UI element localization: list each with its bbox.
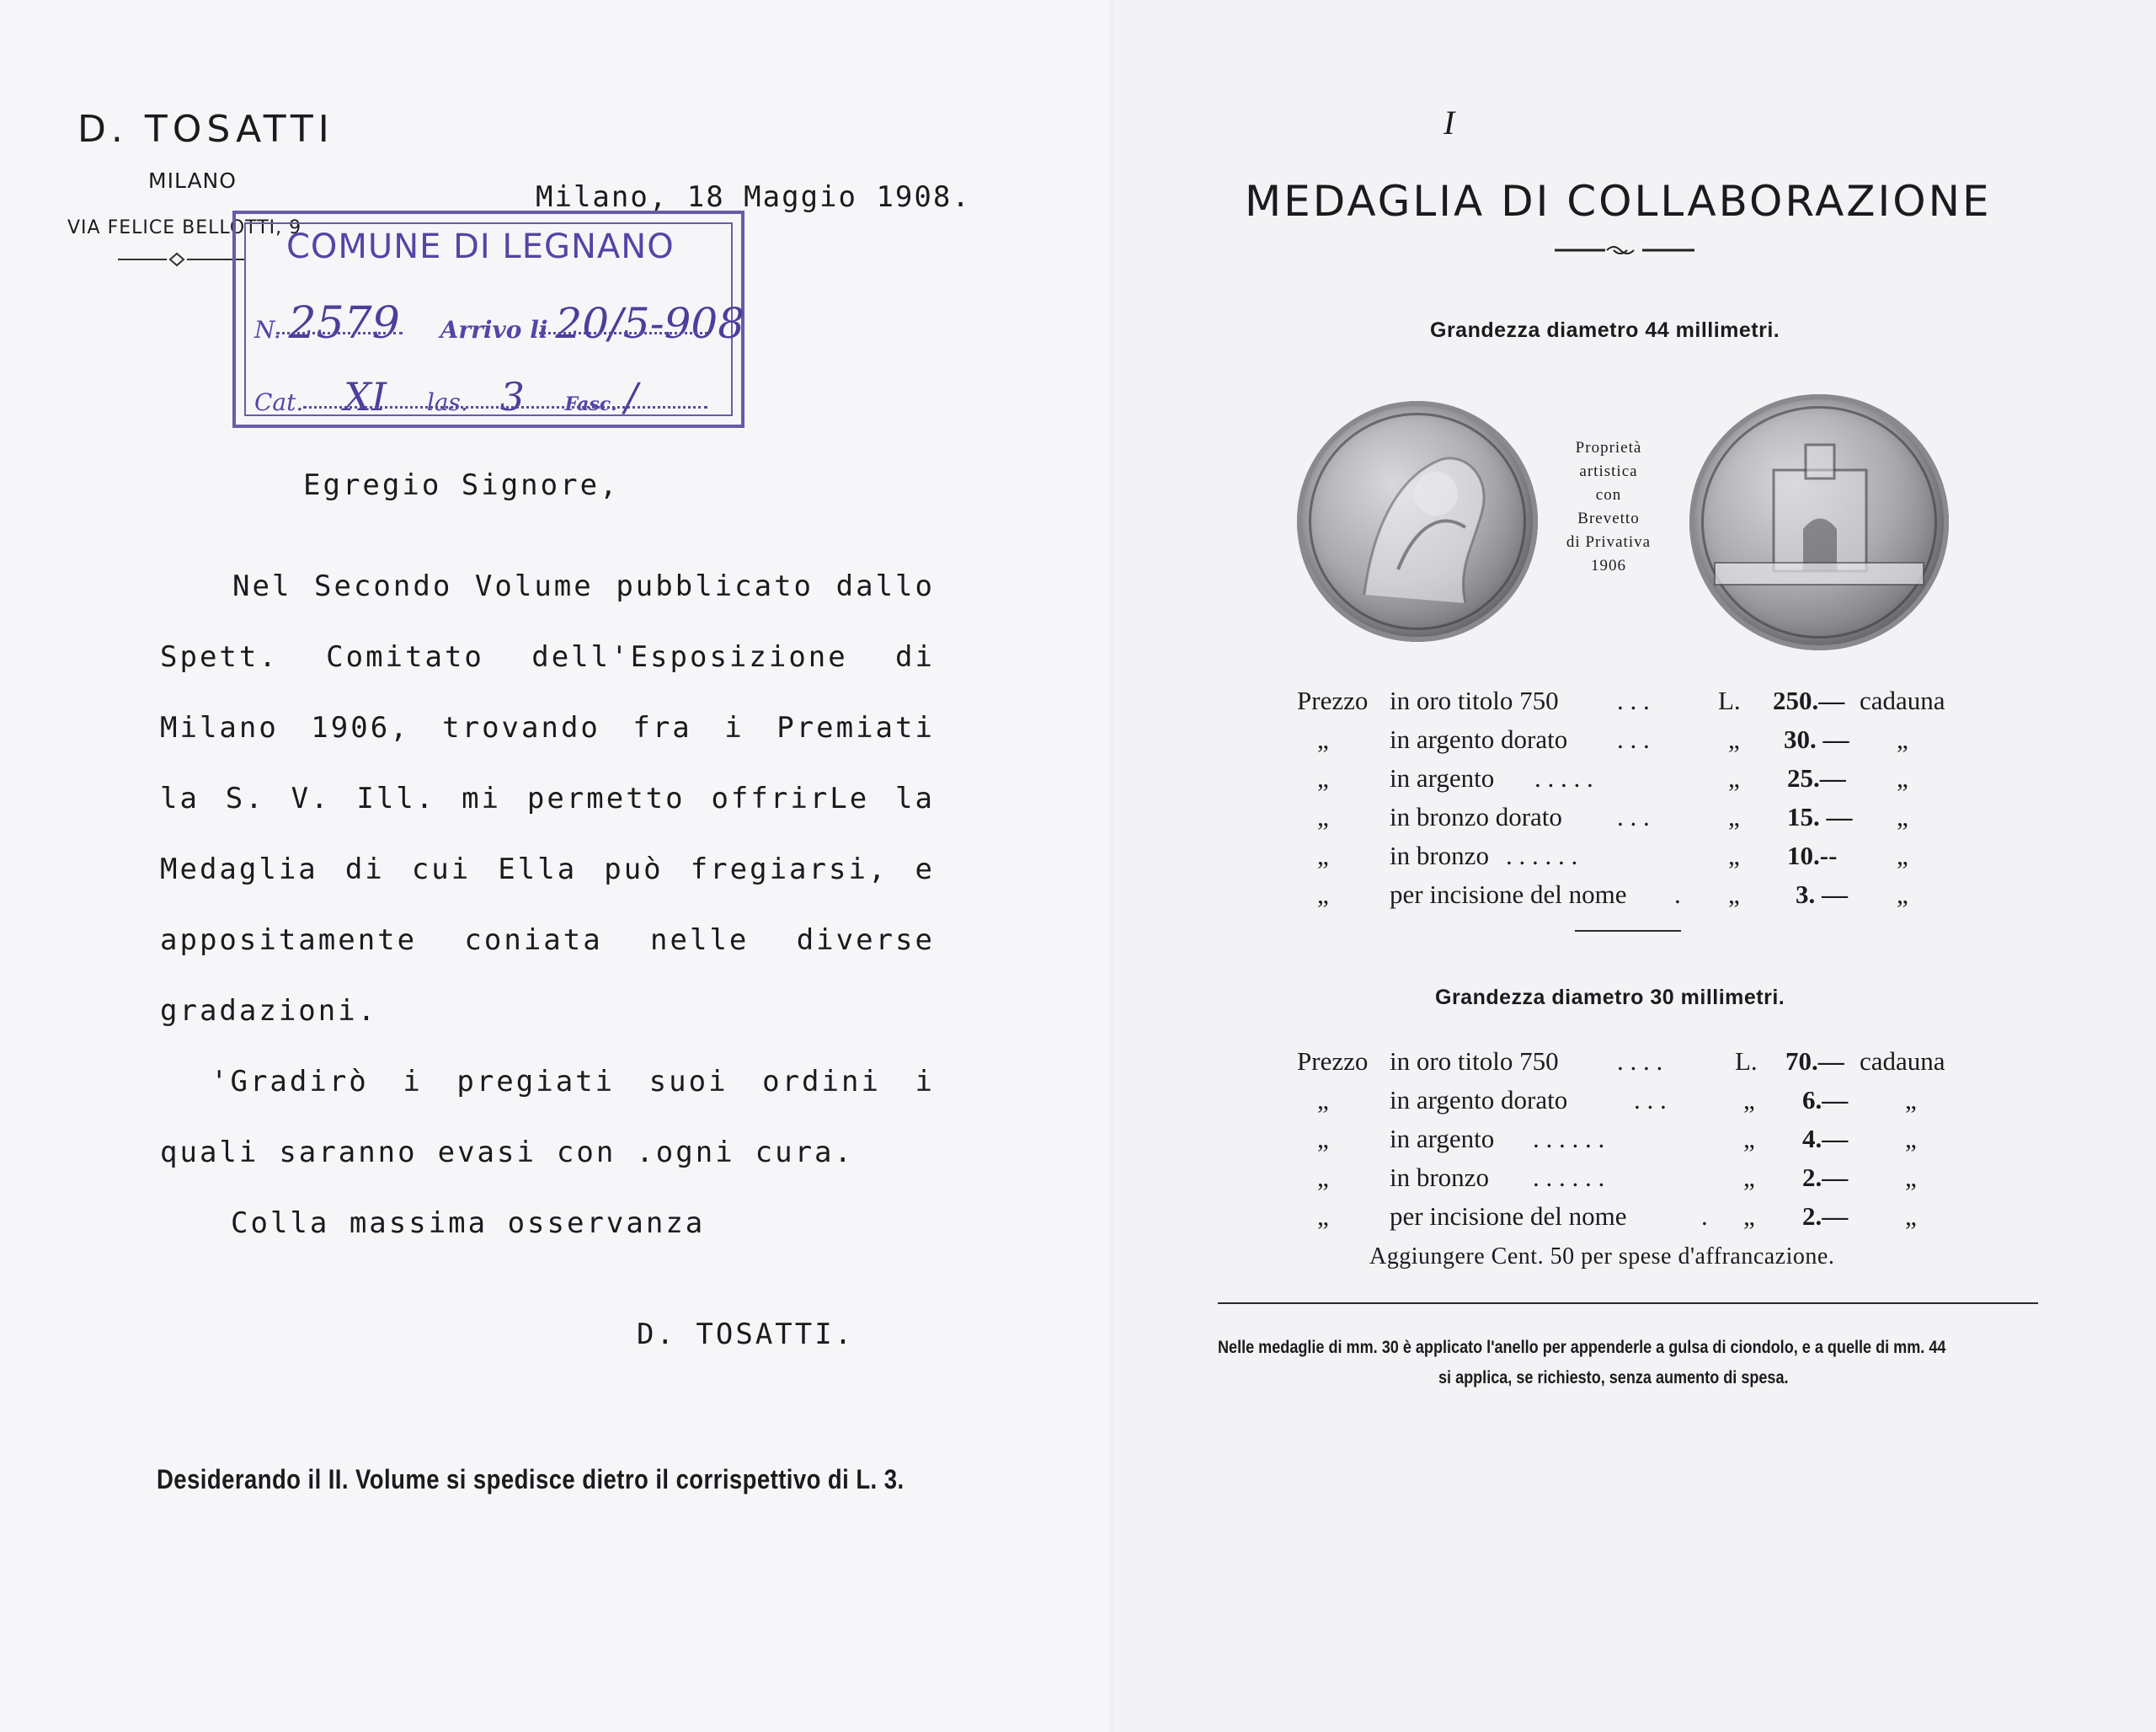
price-description: per incisione del nome	[1390, 1201, 1627, 1231]
footnote-line: si applica, se richiesto, senza aumento di spesa.	[1438, 1368, 1789, 1387]
word: fregiarsi,	[690, 853, 889, 886]
price-description: in argento dorato	[1390, 724, 1568, 754]
word: Comitato	[326, 640, 484, 674]
word: può	[604, 853, 664, 886]
price-currency: „	[1743, 1163, 1755, 1192]
price-currency: „	[1743, 1124, 1755, 1153]
property-note-line: 1906	[1591, 557, 1626, 575]
medal-figure-icon	[1297, 401, 1538, 642]
price-amount: 10.--	[1787, 841, 1838, 870]
letter-line	[160, 923, 935, 957]
price-amount: 15. —	[1787, 802, 1853, 831]
stamp-line	[276, 332, 403, 334]
stamp-line	[539, 332, 707, 334]
word: saranno	[279, 1136, 418, 1169]
property-note-line: Proprietà	[1575, 439, 1642, 457]
price-amount: 30. —	[1784, 724, 1849, 754]
word: Premiati	[776, 711, 935, 745]
price-row	[1297, 1163, 1971, 1196]
word: i	[915, 1065, 935, 1099]
price-dots: .	[1701, 1201, 1708, 1231]
word: Medaglia	[160, 853, 318, 886]
price-dots: . . .	[1634, 1085, 1667, 1115]
word: Volume	[474, 569, 594, 603]
property-note-line: con	[1595, 486, 1622, 504]
section-heading-30mm: Grandezza diametro 30 millimetri.	[1435, 986, 1785, 1009]
price-description: in argento	[1390, 763, 1495, 793]
price-dots: . . .	[1617, 724, 1650, 754]
word: offrirLe	[711, 782, 870, 815]
word: .ogni	[636, 1136, 735, 1169]
price-row	[1297, 1046, 1971, 1080]
price-dots: . . . . . .	[1533, 1163, 1605, 1192]
word: e	[915, 853, 935, 886]
price-prefix: „	[1317, 1124, 1329, 1153]
word: di	[344, 853, 385, 886]
price-prefix: „	[1317, 1201, 1329, 1231]
price-prefix: Prezzo	[1297, 686, 1369, 715]
price-currency: „	[1728, 763, 1740, 793]
price-description: per incisione del nome	[1390, 879, 1627, 909]
letter-line	[211, 1065, 935, 1099]
price-dots: . . . .	[1617, 1046, 1663, 1076]
word: S.	[225, 782, 265, 815]
page-numeral: I	[1444, 104, 1455, 142]
registry-stamp	[232, 211, 744, 428]
footnote-line: Nelle medaglie di mm. 30 è applicato l'anello per appenderle a gulsa di ciondolo, e a quelle di mm. 44	[1218, 1338, 1946, 1357]
price-amount: 6.—	[1802, 1085, 1849, 1115]
price-row	[1297, 879, 1971, 913]
price-amount: 70.—	[1785, 1046, 1844, 1076]
word: diverse	[796, 923, 935, 957]
letter-line	[160, 1136, 854, 1169]
letterhead-name: D. TOSATTI	[77, 108, 334, 151]
letterhead-city: MILANO	[148, 168, 237, 193]
price-prefix: „	[1317, 763, 1329, 793]
price-unit: „	[1897, 763, 1908, 793]
price-row	[1297, 1085, 1971, 1119]
price-row	[1297, 724, 1971, 758]
letterhead-street: VIA FELICE BELLOTTI, 9	[67, 217, 302, 238]
word: Spett.	[160, 640, 279, 674]
section-divider	[1575, 930, 1681, 932]
word: pubblicato	[616, 569, 814, 603]
stamp-class-label: las.	[426, 388, 468, 416]
word: quali	[160, 1136, 259, 1169]
price-currency: L.	[1718, 686, 1741, 715]
word: dell'Esposizione	[531, 640, 848, 674]
price-row	[1297, 1124, 1971, 1157]
word: i	[403, 1065, 423, 1099]
word: i	[724, 711, 744, 745]
price-dots: .	[1674, 879, 1681, 909]
letter-line	[160, 782, 935, 815]
price-unit: „	[1897, 724, 1908, 754]
price-row	[1297, 763, 1971, 797]
price-row	[1297, 802, 1971, 836]
word: con	[556, 1136, 616, 1169]
word: la	[160, 782, 200, 815]
letterhead-ornament-icon	[118, 249, 244, 270]
medal-obverse-image	[1297, 401, 1538, 642]
word: evasi	[437, 1136, 536, 1169]
letter-date: Milano, 18 Maggio 1908.	[536, 180, 971, 214]
letter-footer-note: Desiderando il II. Volume si spedisce dietro il corrispettivo di L. 3.	[157, 1464, 905, 1494]
word: dallo	[835, 569, 935, 603]
price-description: in argento	[1390, 1124, 1495, 1153]
price-prefix: „	[1317, 1085, 1329, 1115]
section-heading-44mm: Grandezza diametro 44 millimetri.	[1430, 318, 1780, 342]
price-unit: „	[1897, 879, 1908, 909]
property-note-line: di Privativa	[1566, 533, 1652, 551]
price-unit: „	[1905, 1124, 1917, 1153]
stamp-arrivo-value: 20/5-908	[555, 299, 745, 348]
word: appositamente	[160, 923, 418, 957]
word: V.	[291, 782, 331, 815]
word: pregiati	[456, 1065, 616, 1099]
medal-building-icon	[1689, 394, 1949, 650]
price-unit: „	[1897, 841, 1908, 870]
price-amount: 25.—	[1787, 763, 1846, 793]
stamp-line	[303, 406, 707, 409]
price-description: in oro titolo 750	[1390, 1046, 1559, 1076]
postage-note: Aggiungere Cent. 50 per spese d'affrancazione.	[1369, 1243, 1835, 1270]
price-currency: „	[1743, 1201, 1755, 1231]
letter-line: gradazioni.	[160, 994, 378, 1028]
title-ornament-icon	[1555, 243, 1694, 258]
price-description: in bronzo	[1390, 841, 1489, 870]
word: cura.	[755, 1136, 854, 1169]
price-unit: „	[1897, 802, 1908, 831]
price-amount: 2.—	[1802, 1163, 1849, 1192]
price-description: in bronzo	[1390, 1163, 1489, 1192]
pricelist-title: MEDAGLIA DI COLLABORAZIONE	[1245, 177, 1992, 226]
price-prefix: „	[1317, 841, 1329, 870]
price-currency: „	[1728, 724, 1740, 754]
price-amount: 2.—	[1802, 1201, 1849, 1231]
stamp-cat-value: XI	[344, 374, 387, 420]
word: coniata	[464, 923, 603, 957]
letter-line	[160, 640, 935, 674]
stamp-n-value: 2579	[288, 298, 400, 349]
price-currency: „	[1728, 841, 1740, 870]
price-currency: „	[1743, 1085, 1755, 1115]
word: Ella	[498, 853, 578, 886]
price-prefix: Prezzo	[1297, 1046, 1369, 1076]
price-dots: . . . . . .	[1533, 1124, 1605, 1153]
price-amount: 4.—	[1802, 1124, 1849, 1153]
word: ordini	[762, 1065, 881, 1099]
price-currency: L.	[1735, 1046, 1758, 1076]
word: fra	[632, 711, 692, 745]
price-unit: „	[1905, 1163, 1917, 1192]
price-currency: „	[1728, 802, 1740, 831]
word: suoi	[648, 1065, 728, 1099]
property-note-line: artistica	[1579, 462, 1638, 480]
property-note	[1550, 436, 1668, 578]
letter-line	[160, 711, 935, 745]
letter-signature: D. TOSATTI.	[637, 1318, 855, 1351]
word: 1906,	[311, 711, 410, 745]
price-dots: . . . . . .	[1506, 841, 1578, 870]
price-row	[1297, 1201, 1971, 1235]
stamp-class-value: 3	[499, 374, 525, 420]
word: trovando	[442, 711, 600, 745]
stamp-arrivo-label: Arrivo li	[440, 316, 548, 344]
word: la	[895, 782, 935, 815]
word: cui	[411, 853, 472, 886]
price-currency: „	[1728, 879, 1740, 909]
price-prefix: „	[1317, 879, 1329, 909]
word: nelle	[650, 923, 750, 957]
letter-line	[232, 569, 935, 603]
stamp-n-label: N.	[254, 316, 281, 344]
price-description: in bronzo dorato	[1390, 802, 1562, 831]
word: Nel	[232, 569, 292, 603]
page-fold	[1110, 0, 1113, 1732]
stamp-category-row	[254, 374, 638, 420]
word: Secondo	[314, 569, 453, 603]
letter-line	[160, 853, 935, 886]
price-unit: „	[1905, 1085, 1917, 1115]
medal-reverse-image	[1689, 394, 1949, 650]
footnote-divider	[1218, 1302, 2038, 1304]
word: permetto	[526, 782, 686, 815]
price-amount: 3. —	[1796, 879, 1848, 909]
word: Ill.	[356, 782, 436, 815]
price-row	[1297, 686, 1971, 719]
price-prefix: „	[1317, 724, 1329, 754]
word: mi	[462, 782, 502, 815]
word: Milano	[160, 711, 279, 745]
price-description: in argento dorato	[1390, 1085, 1568, 1115]
price-row	[1297, 841, 1971, 874]
stamp-number-row	[254, 298, 744, 349]
stamp-fasc-label: Fasc.	[564, 393, 617, 415]
price-prefix: „	[1317, 802, 1329, 831]
price-unit: „	[1905, 1201, 1917, 1231]
property-note-line: Brevetto	[1577, 510, 1640, 527]
letter-closing: Colla massima osservanza	[231, 1206, 706, 1240]
stamp-fasc-value: /	[624, 374, 638, 420]
price-unit: cadauna	[1860, 1046, 1945, 1076]
word: di	[895, 640, 935, 674]
price-dots: . . .	[1617, 686, 1650, 715]
price-description: in oro titolo 750	[1390, 686, 1559, 715]
word: 'Gradirò	[211, 1065, 369, 1099]
stamp-title: COMUNE DI LEGNANO	[286, 227, 675, 266]
price-prefix: „	[1317, 1163, 1329, 1192]
stamp-cat-label: Cat.	[254, 388, 304, 416]
price-dots: . . . . .	[1534, 763, 1593, 793]
price-dots: . . .	[1617, 802, 1650, 831]
letter-greeting: Egregio Signore,	[303, 468, 620, 502]
price-amount: 250.—	[1773, 686, 1845, 715]
price-unit: cadauna	[1860, 686, 1945, 715]
